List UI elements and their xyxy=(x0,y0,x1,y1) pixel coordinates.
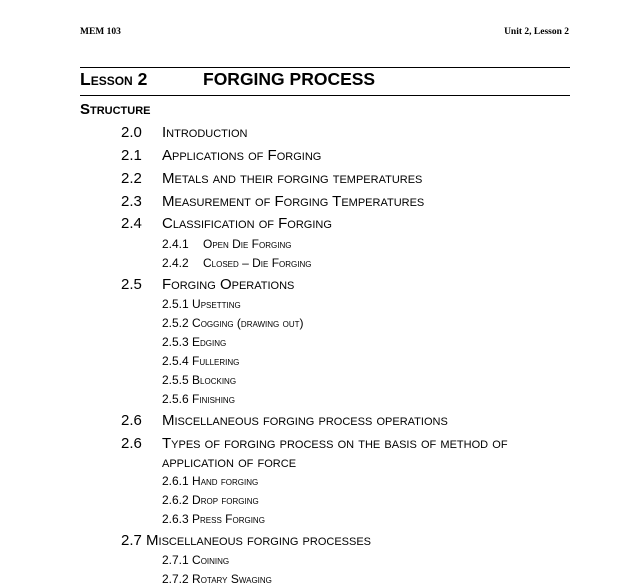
toc-subitem: 2.6.1 Hand forging xyxy=(162,474,259,488)
toc-text: Open Die Forging xyxy=(203,237,292,251)
toc-item: 2.7 Miscellaneous forging processes xyxy=(121,532,372,549)
toc-number: 2.3 xyxy=(121,193,142,210)
toc-subitem: 2.5.5 Blocking xyxy=(162,373,237,387)
toc-number: 2.4.1 xyxy=(162,237,189,251)
toc-number: 2.4.2 xyxy=(162,256,189,270)
top-rule xyxy=(80,67,570,68)
toc-subitem: 2.5.4 Fullering xyxy=(162,354,240,368)
toc-text: Applications of Forging xyxy=(162,147,322,164)
lesson-title: FORGING PROCESS xyxy=(203,69,376,89)
toc-item xyxy=(121,434,541,472)
toc-text: Measurement of Forging Temperatures xyxy=(162,193,425,210)
toc-subitem: 2.6.3 Press Forging xyxy=(162,512,265,526)
structure-heading: Structure xyxy=(80,101,151,118)
course-code: MEM 103 xyxy=(80,27,121,37)
toc-text: Forging Operations xyxy=(162,276,295,293)
toc-subitem: 2.5.2 Cogging (drawing out) xyxy=(162,316,304,330)
toc-subitem: 2.5.6 Finishing xyxy=(162,392,235,406)
lesson-heading xyxy=(80,69,376,90)
toc-number: 2.2 xyxy=(121,170,142,187)
toc-text: Types of forging process on the basis of method of application of force xyxy=(162,435,508,471)
toc-number: 2.1 xyxy=(121,147,142,164)
toc-number: 2.5 xyxy=(121,276,142,293)
bottom-rule xyxy=(80,95,570,96)
toc-subitem: 2.5.1 Upsetting xyxy=(162,297,241,311)
toc-text: Miscellaneous forging process operations xyxy=(162,412,448,429)
toc-subitem: 2.5.3 Edging xyxy=(162,335,227,349)
toc-text: Metals and their forging temperatures xyxy=(162,170,423,187)
toc-number: 2.6 xyxy=(121,435,142,452)
toc-subitem: 2.7.2 Rotary Swaging xyxy=(162,572,272,586)
toc-number: 2.6 xyxy=(121,412,142,429)
unit-lesson-label: Unit 2, Lesson 2 xyxy=(504,27,569,37)
toc-subitem: 2.7.1 Coining xyxy=(162,553,230,567)
toc-number: 2.0 xyxy=(121,124,142,141)
toc-subitem: 2.6.2 Drop forging xyxy=(162,493,259,507)
toc-text: Classification of Forging xyxy=(162,215,332,232)
toc-text: Introduction xyxy=(162,124,248,141)
toc-text: Closed – Die Forging xyxy=(203,256,312,270)
lesson-label: Lesson 2 xyxy=(80,69,148,89)
toc-number: 2.4 xyxy=(121,215,142,232)
